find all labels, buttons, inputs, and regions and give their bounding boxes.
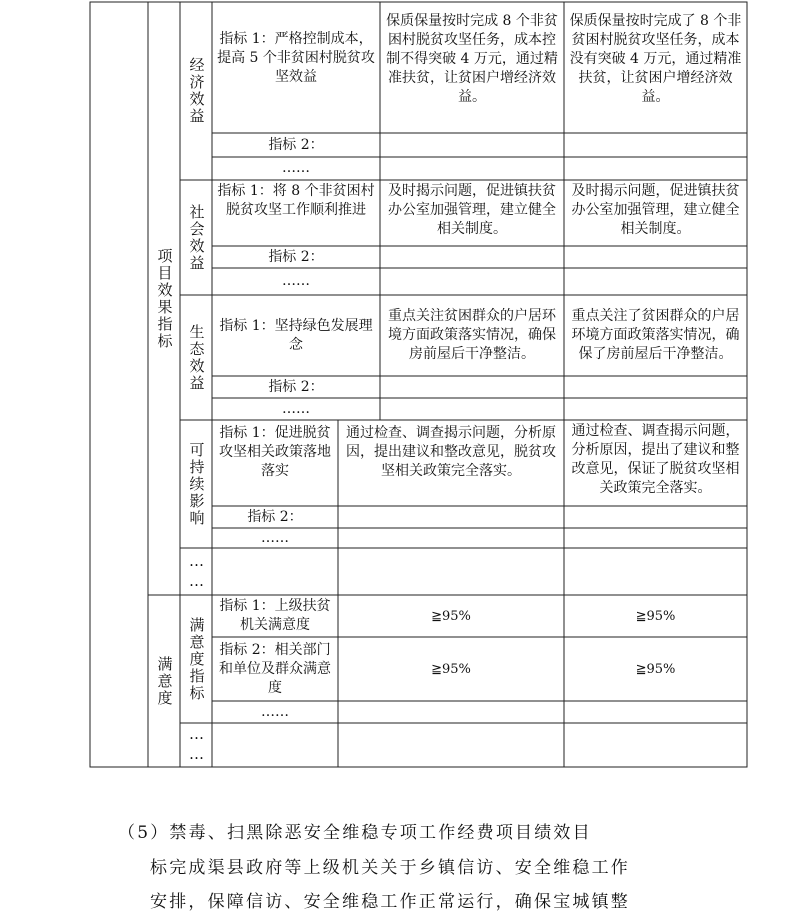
- social-indicator-1: 指标 1：将 8 个非贫困村脱贫攻坚工作顺利推进: [217, 183, 375, 218]
- economic-indicator-2: 指标 2：: [268, 136, 324, 153]
- sustainable-target-value: 通过检查、调查揭示问题，分析原因，提出建议和整改意见，脱贫攻坚相关政策完全落实。: [346, 425, 556, 479]
- satisfaction-1-target-value: ≧95%: [431, 608, 471, 624]
- effect-more-categories: ……: [187, 551, 206, 592]
- economic-indicator-1: 指标 1：严格控制成本，提高 5 个非贫困村脱贫攻坚效益: [217, 31, 375, 85]
- ecological-actual-value: 重点关注了贫困群众的户居环境方面政策落实情况，确保了房前屋后干净整洁。: [571, 308, 740, 362]
- ecological-target-value: 重点关注贫困群众的户居环境方面政策落实情况，确保房前屋后干净整洁。: [388, 308, 556, 362]
- category-economic-benefit: 经济效益: [187, 57, 206, 125]
- category-social-benefit: 社会效益: [187, 203, 206, 272]
- satisfaction-indicator-2: 指标 2：相关部门和单位及群众满意度: [219, 641, 331, 696]
- body-paragraph-line-1: （5）禁毒、扫黑除恶安全维稳专项工作经费项目绩效目: [118, 823, 592, 843]
- ecological-indicator-1: 指标 1：坚持绿色发展理念: [219, 317, 373, 353]
- economic-actual-value: 保质保量按时完成了 8 个非贫困村脱贫攻坚任务，成本没有突破 4 万元，通过精准扶贫，让贫困户增经济效益。: [569, 13, 742, 105]
- economic-more-indicators: ……: [282, 160, 310, 176]
- sustainable-more-indicators: ……: [261, 529, 289, 546]
- ecological-more-indicators: ……: [282, 400, 310, 417]
- satisfaction-more-indicators: ……: [261, 703, 289, 720]
- satisfaction-more-categories: ……: [187, 725, 206, 765]
- category-sustainable-impact: 可持续影响: [187, 441, 206, 527]
- body-paragraph-line-3: 安排，保障信访、安全维稳工作正常运行，确保宝城镇整: [150, 892, 630, 912]
- sustainable-actual-value: 通过检查、调查揭示问题，分析原因，提出了建议和整改意见，保证了脱贫攻坚相关政策完全落实。: [571, 423, 740, 496]
- section-satisfaction: 满意度: [155, 655, 174, 707]
- satisfaction-1-actual-value: ≧95%: [635, 608, 676, 624]
- body-paragraph-line-2: 标完成渠县政府等上级机关关于乡镇信访、安全维稳工作: [150, 858, 630, 878]
- economic-target-value: 保质保量按时完成 8 个非贫困村脱贫攻坚任务，成本控制不得突破 4 万元，通过精准扶贫，让贫困户增经济效益。: [386, 13, 558, 105]
- social-indicator-2: 指标 2：: [268, 248, 324, 265]
- social-more-indicators: ……: [282, 273, 310, 289]
- ecological-indicator-2: 指标 2：: [268, 378, 324, 395]
- section-effect-indicators: 项目效果指标: [155, 247, 174, 350]
- satisfaction-indicator-1: 指标 1：上级扶贫机关满意度: [219, 598, 331, 633]
- sustainable-indicator-1: 指标 1：促进脱贫攻坚相关政策落地落实: [219, 425, 331, 479]
- social-actual-value: 及时揭示问题，促进镇扶贫办公室加强管理，建立健全相关制度。: [571, 183, 740, 237]
- social-target-value: 及时揭示问题，促进镇扶贫办公室加强管理，建立健全相关制度。: [388, 183, 556, 237]
- satisfaction-2-target-value: ≧95%: [431, 661, 471, 677]
- category-satisfaction-indicator: 满意度指标: [187, 616, 206, 702]
- category-ecological-benefit: 生态效益: [187, 323, 206, 392]
- sustainable-indicator-2: 指标 2：: [247, 508, 303, 525]
- satisfaction-2-actual-value: ≧95%: [635, 661, 676, 677]
